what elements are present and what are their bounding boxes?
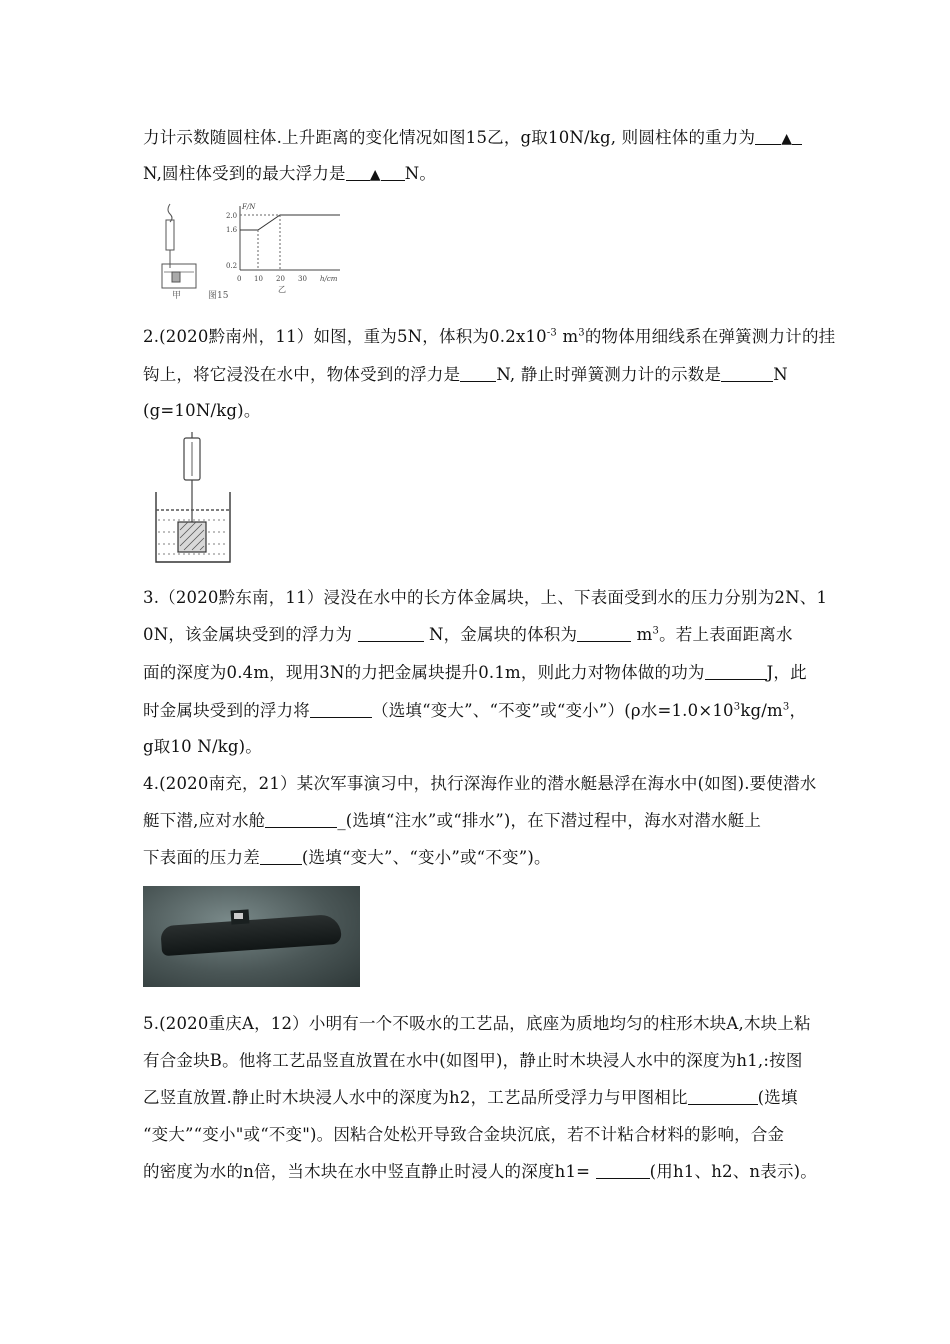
force-curve bbox=[240, 215, 340, 230]
triangle-marker-icon: ▲ bbox=[781, 131, 793, 147]
q4-text-2: 艇下潜,应对水舱 bbox=[143, 811, 266, 830]
spring-scale-apparatus-icon bbox=[162, 204, 196, 288]
q4-line-3 bbox=[143, 844, 551, 868]
q2-text-1: 2.(2020黔南州，11）如图，重为5N，体积为0.2x10 bbox=[143, 327, 547, 346]
q2-line-3 bbox=[143, 397, 261, 421]
q1-text-2-end: N。 bbox=[404, 164, 437, 183]
q5-text-5: 的密度为水的n倍，当木块在水中竖直静止时浸人的深度h1= bbox=[143, 1162, 591, 1181]
x-axis-label: h/cm bbox=[320, 275, 338, 283]
q5-text-2: 有合金块B。他将工艺品竖直放置在水中(如图甲)，静止时木块浸人水中的深度为h1,:按图 bbox=[143, 1051, 803, 1070]
q4-blank-pressure[interactable] bbox=[260, 848, 302, 865]
q2-text-2-mid: N, 静止时弹簧测力计的示数是 bbox=[496, 365, 722, 384]
x-tick: 0 bbox=[237, 275, 242, 283]
q3-text-3: 面的深度为0.4m，现用3N的力把金属块提升0.1m，则此力对物体做的功为 bbox=[143, 663, 705, 682]
q2-exponent-2: 3 bbox=[578, 327, 585, 339]
q4-text-3: 下表面的压力差 bbox=[143, 848, 260, 867]
fig-caption-15: 图15 bbox=[208, 291, 229, 301]
q4-blank-tank[interactable] bbox=[265, 811, 337, 828]
q3-unit: m bbox=[636, 625, 653, 644]
q2-text-2-end: N bbox=[773, 365, 788, 384]
q2-blank-reading[interactable] bbox=[721, 365, 773, 382]
spring-scale-icon bbox=[184, 432, 200, 522]
q2-text-2: 钩上，将它浸没在水中，物体受到的浮力是 bbox=[143, 365, 461, 384]
y-axis-label: F/N bbox=[242, 203, 256, 211]
submarine-photo bbox=[143, 886, 360, 987]
triangle-marker-icon: ▲ bbox=[369, 167, 381, 183]
q1-blank-1a[interactable] bbox=[755, 128, 781, 145]
q2-line-1 bbox=[143, 323, 835, 347]
q5-blank-buoyancy[interactable] bbox=[688, 1088, 758, 1105]
q1-line-2 bbox=[143, 160, 436, 184]
q3-text-3-end: J，此 bbox=[766, 663, 807, 682]
q5-line-3 bbox=[143, 1084, 798, 1108]
q3-exponent: 3 bbox=[652, 625, 660, 637]
q4-text-1: 4.(2020南充，21）某次军事演习中，执行深海作业的潜水艇悬浮在海水中(如图).要使潜水 bbox=[143, 774, 817, 793]
q2-line-2 bbox=[143, 361, 788, 385]
q5-line-2 bbox=[143, 1047, 803, 1071]
q2-figure-beaker bbox=[150, 430, 240, 570]
q1-line-1 bbox=[143, 124, 802, 148]
y-tick: 2.0 bbox=[226, 212, 238, 220]
q1-blank-2b[interactable] bbox=[381, 164, 405, 181]
q3-text-4: 时金属块受到的浮力将 bbox=[143, 701, 310, 720]
q2-unit: m bbox=[557, 327, 579, 346]
fig-caption-left: 甲 bbox=[172, 291, 182, 301]
q5-text-3: 乙竖直放置.静止时木块浸人水中的深度为h2，工艺品所受浮力与甲图相比 bbox=[143, 1088, 688, 1107]
q2-text-1c: 的物体用细线系在弹簧测力计的挂 bbox=[584, 327, 836, 346]
q2-blank-buoyancy[interactable] bbox=[460, 365, 496, 382]
q4-line-1 bbox=[143, 770, 817, 794]
q3-blank-buoyancy[interactable] bbox=[358, 625, 424, 642]
y-tick: 0.2 bbox=[226, 262, 238, 270]
q3-blank-work[interactable] bbox=[705, 663, 767, 680]
q3-line-5 bbox=[143, 733, 262, 757]
q4-text-2-end: _(选填“注水”或“排水”)，在下潜过程中，海水对潜水艇上 bbox=[337, 811, 762, 830]
q3-line-2 bbox=[143, 621, 793, 645]
q4-text-3-end: (选填“变大”、“变小”或“不变”)。 bbox=[301, 848, 551, 867]
q3-text-4-end: ， bbox=[789, 701, 807, 720]
q1-blank-2a[interactable] bbox=[346, 164, 370, 181]
submerged-block-icon bbox=[178, 522, 206, 552]
q5-blank-depth[interactable] bbox=[596, 1162, 650, 1179]
q3-text-2: 0N，该金属块受到的浮力为 bbox=[143, 625, 353, 644]
q3-line-4 bbox=[143, 697, 806, 721]
x-tick: 20 bbox=[276, 275, 285, 283]
q1-figure-15 bbox=[150, 198, 350, 304]
q5-line-4 bbox=[143, 1121, 784, 1145]
q1-text-1: 力计示数随圆柱体.上升距离的变化情况如图15乙，g取10N/kg, 则圆柱体的重力为 bbox=[143, 128, 756, 147]
q4-line-2 bbox=[143, 807, 761, 831]
q1-blank-1b[interactable] bbox=[792, 128, 802, 145]
q3-unit: kg/m bbox=[740, 701, 783, 720]
q2-exponent: -3 bbox=[546, 327, 557, 339]
q3-exponent: 3 bbox=[782, 701, 790, 713]
fig-caption-right: 乙 bbox=[278, 285, 286, 294]
q3-blank-volume[interactable] bbox=[577, 625, 631, 642]
q5-line-5 bbox=[143, 1158, 817, 1182]
q3-text-5: g取10 N/kg)。 bbox=[143, 737, 262, 756]
x-tick: 30 bbox=[298, 275, 307, 283]
q5-text-3-end: (选填 bbox=[757, 1088, 798, 1107]
force-height-graph bbox=[240, 206, 340, 270]
q5-text-4: “变大”“变小"或“不变")。因粘合处松开导致合金块沉底，若不计粘合材料的影响，合金 bbox=[143, 1125, 785, 1144]
q3-line-3 bbox=[143, 659, 807, 683]
submarine-hull-icon bbox=[160, 914, 342, 956]
q5-text-1: 5.(2020重庆A，12）小明有一个不吸水的工艺品，底座为质地均匀的柱形木块A,木块上粘 bbox=[143, 1014, 811, 1033]
y-tick: 1.6 bbox=[226, 226, 238, 234]
q3-text-2-end: 。若上表面距离水 bbox=[659, 625, 793, 644]
q3-blank-change[interactable] bbox=[310, 701, 372, 718]
q3-text-2-mid: N，金属块的体积为 bbox=[428, 625, 578, 644]
q3-text-4-mid: （选填“变大”、“不变”或“变小”）(ρ水=1.0×10 bbox=[372, 701, 734, 720]
q3-exponent: 3 bbox=[733, 701, 741, 713]
submarine-flag-icon bbox=[234, 913, 243, 919]
q2-text-3: (g=10N/kg)。 bbox=[143, 401, 261, 420]
x-tick: 10 bbox=[254, 275, 263, 283]
q5-line-1 bbox=[143, 1010, 811, 1034]
q3-line-1 bbox=[143, 584, 827, 608]
q3-text-1: 3.（2020黔东南，11）浸没在水中的长方体金属块，上、下表面受到水的压力分别为2N、1 bbox=[143, 588, 828, 607]
q1-text-2: N,圆柱体受到的最大浮力是 bbox=[143, 164, 346, 183]
q5-text-5-end: (用h1、h2、n表示)。 bbox=[649, 1162, 817, 1181]
